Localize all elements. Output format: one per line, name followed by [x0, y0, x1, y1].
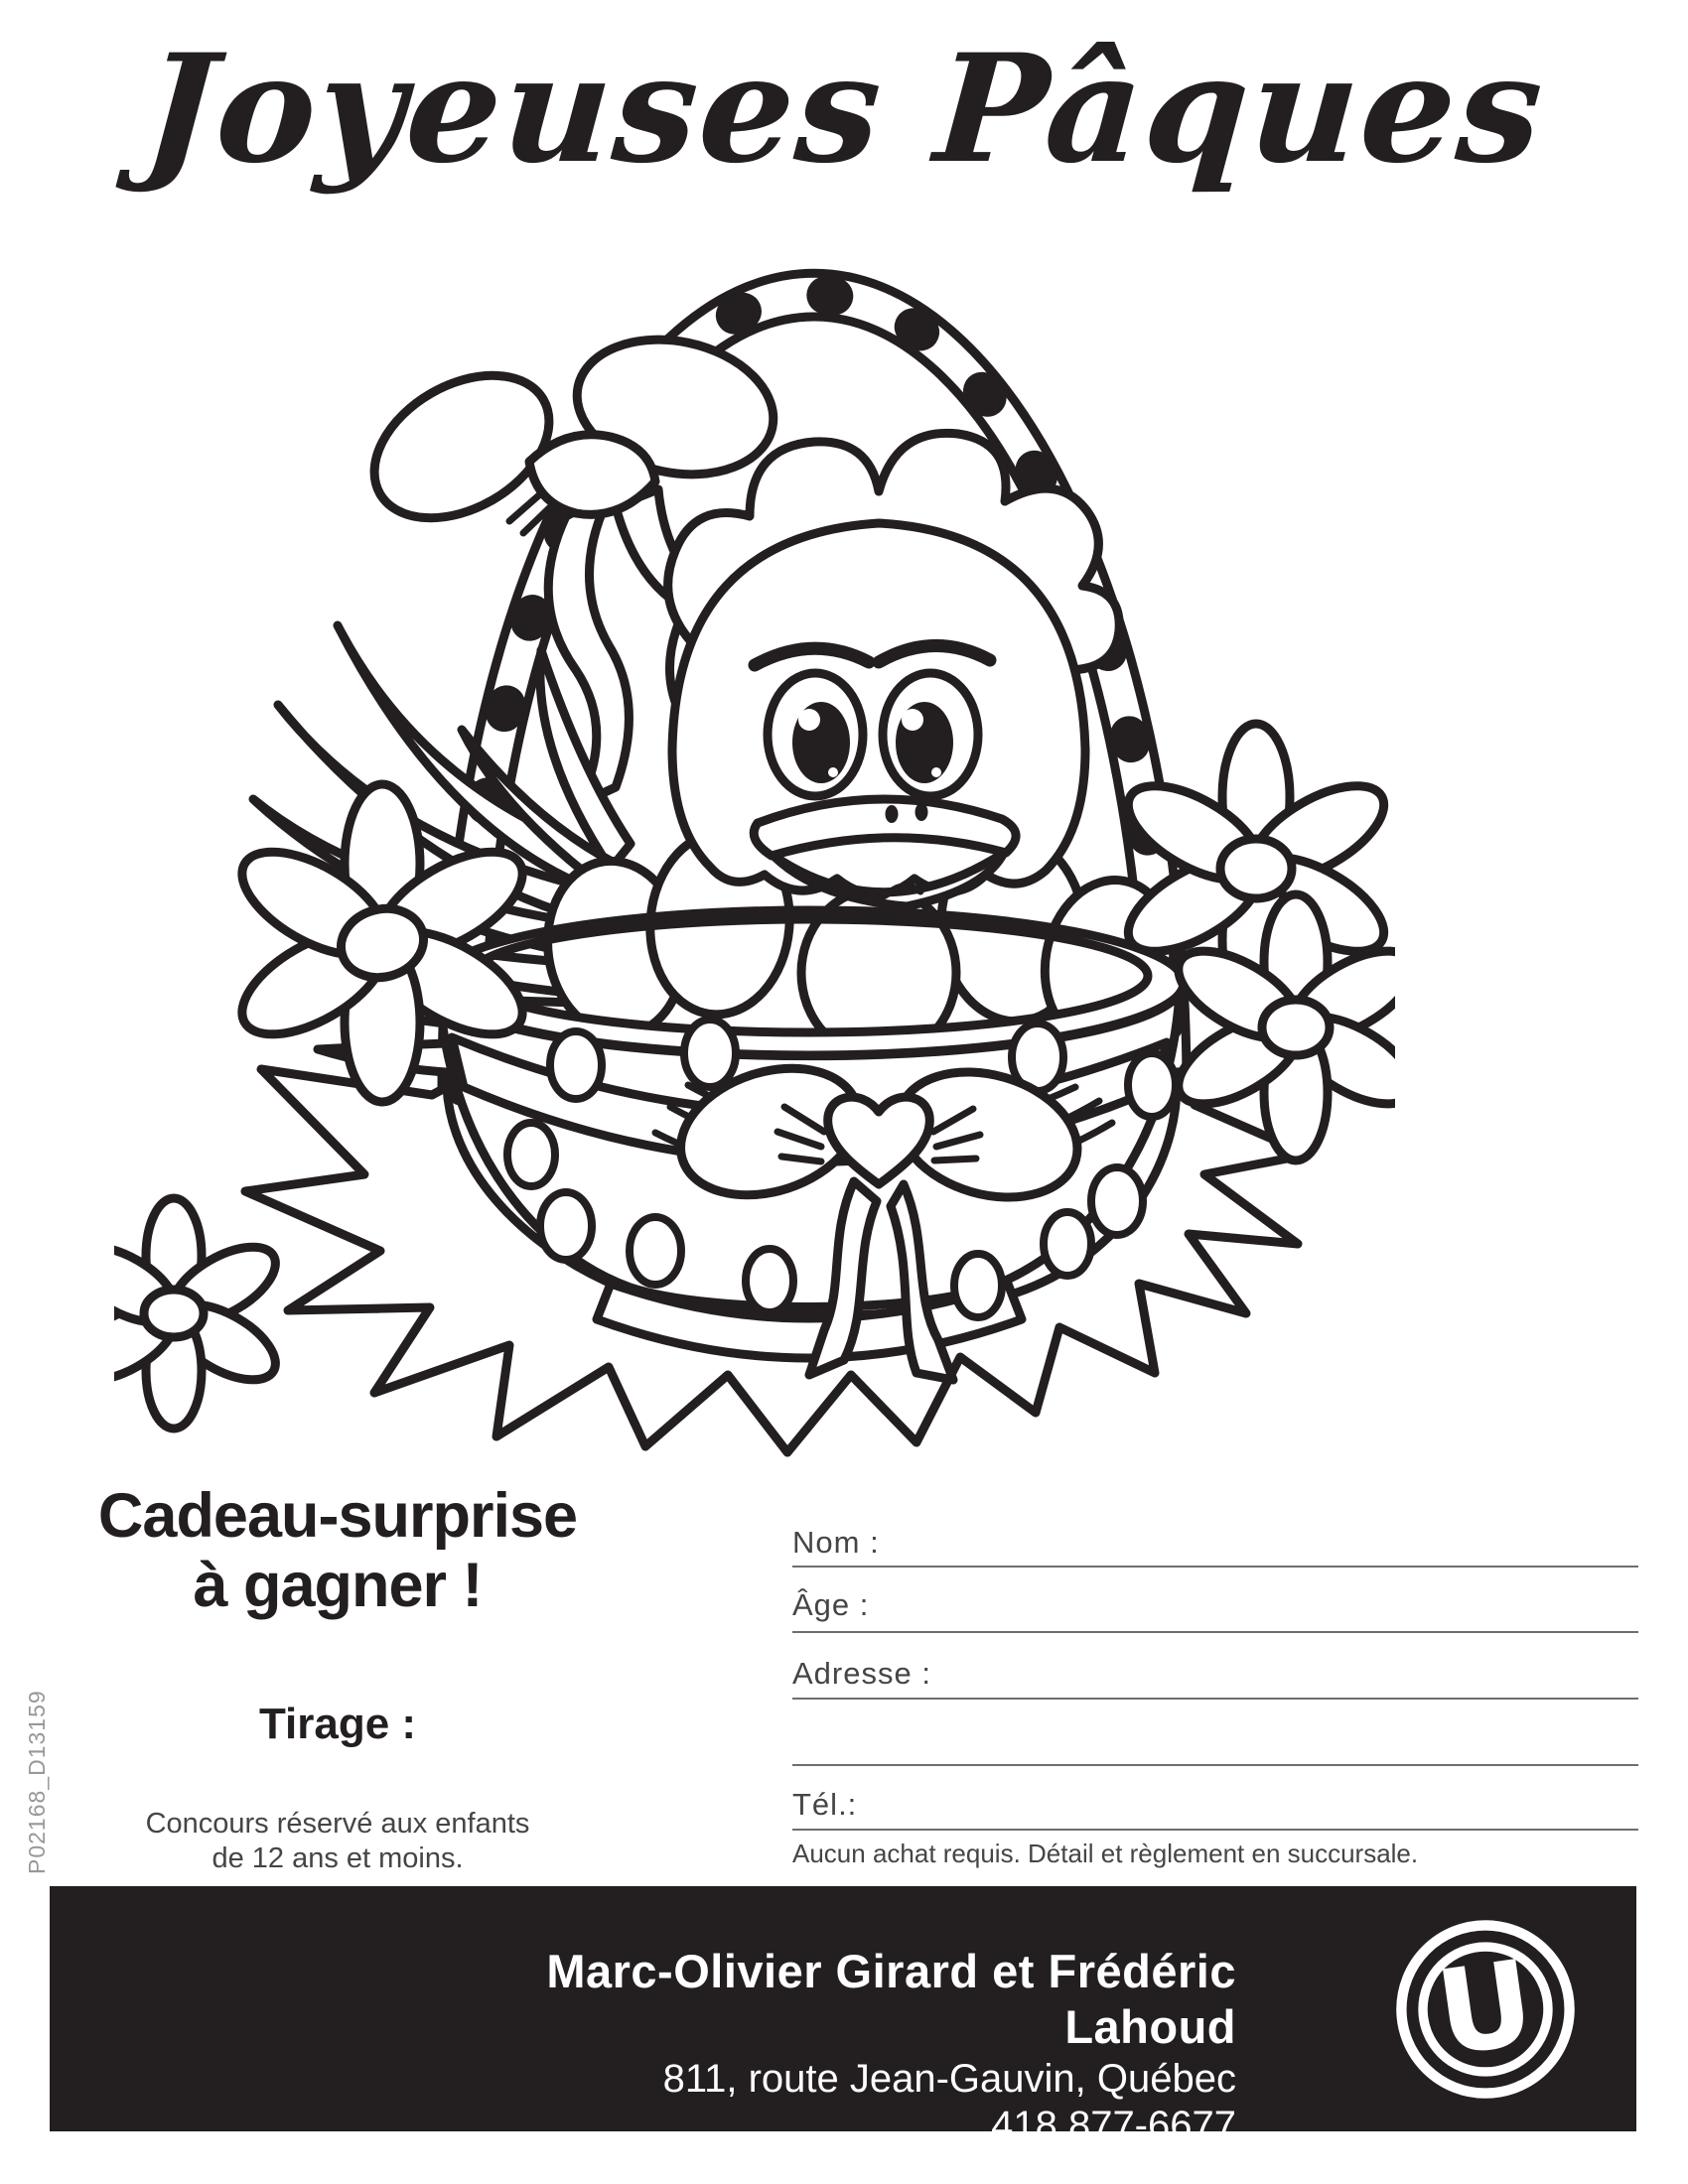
- contest-line1: Concours réservé aux enfants: [145, 1808, 530, 1840]
- store-address: 811, route Jean-Gauvin, Québec: [662, 2057, 1236, 2101]
- flower-bottom-left: [114, 1198, 287, 1429]
- easter-chick-basket-illustration: [114, 233, 1395, 1459]
- logo-letter: U: [1429, 1934, 1542, 2083]
- age-field-line: [792, 1631, 1638, 1633]
- page-title: Joyeuses Pâques: [138, 22, 1550, 197]
- address-field-line2: [792, 1764, 1638, 1766]
- draw-label: Tirage :: [258, 1700, 417, 1748]
- name-field-label: Nom :: [792, 1525, 880, 1560]
- age-field-label: Âge :: [792, 1587, 870, 1622]
- store-phone: 418 877-6677: [991, 2104, 1236, 2147]
- footer-contact-block: [442, 1944, 1236, 2148]
- uniprix-logo: [1392, 1916, 1579, 2103]
- print-code: P02168_D13159: [24, 1690, 50, 1874]
- prize-heading: [60, 1481, 616, 1620]
- name-field-line: [792, 1566, 1638, 1568]
- prize-line1: Cadeau-surprise: [97, 1481, 578, 1551]
- phone-field-line: [792, 1829, 1638, 1831]
- contest-rules: [60, 1807, 616, 1876]
- prize-line2: à gagner !: [193, 1551, 483, 1620]
- pharmacist-names: Marc-Olivier Girard et Frédéric Lahoud: [546, 1945, 1236, 2053]
- address-field-label: Adresse :: [792, 1656, 931, 1691]
- address-field-line: [792, 1698, 1638, 1700]
- contest-line2: de 12 ans et moins.: [211, 1843, 464, 1874]
- disclaimer-text: Aucun achat requis. Détail et règlement en succursale.: [792, 1839, 1419, 1868]
- phone-field-label: Tél.:: [792, 1787, 858, 1822]
